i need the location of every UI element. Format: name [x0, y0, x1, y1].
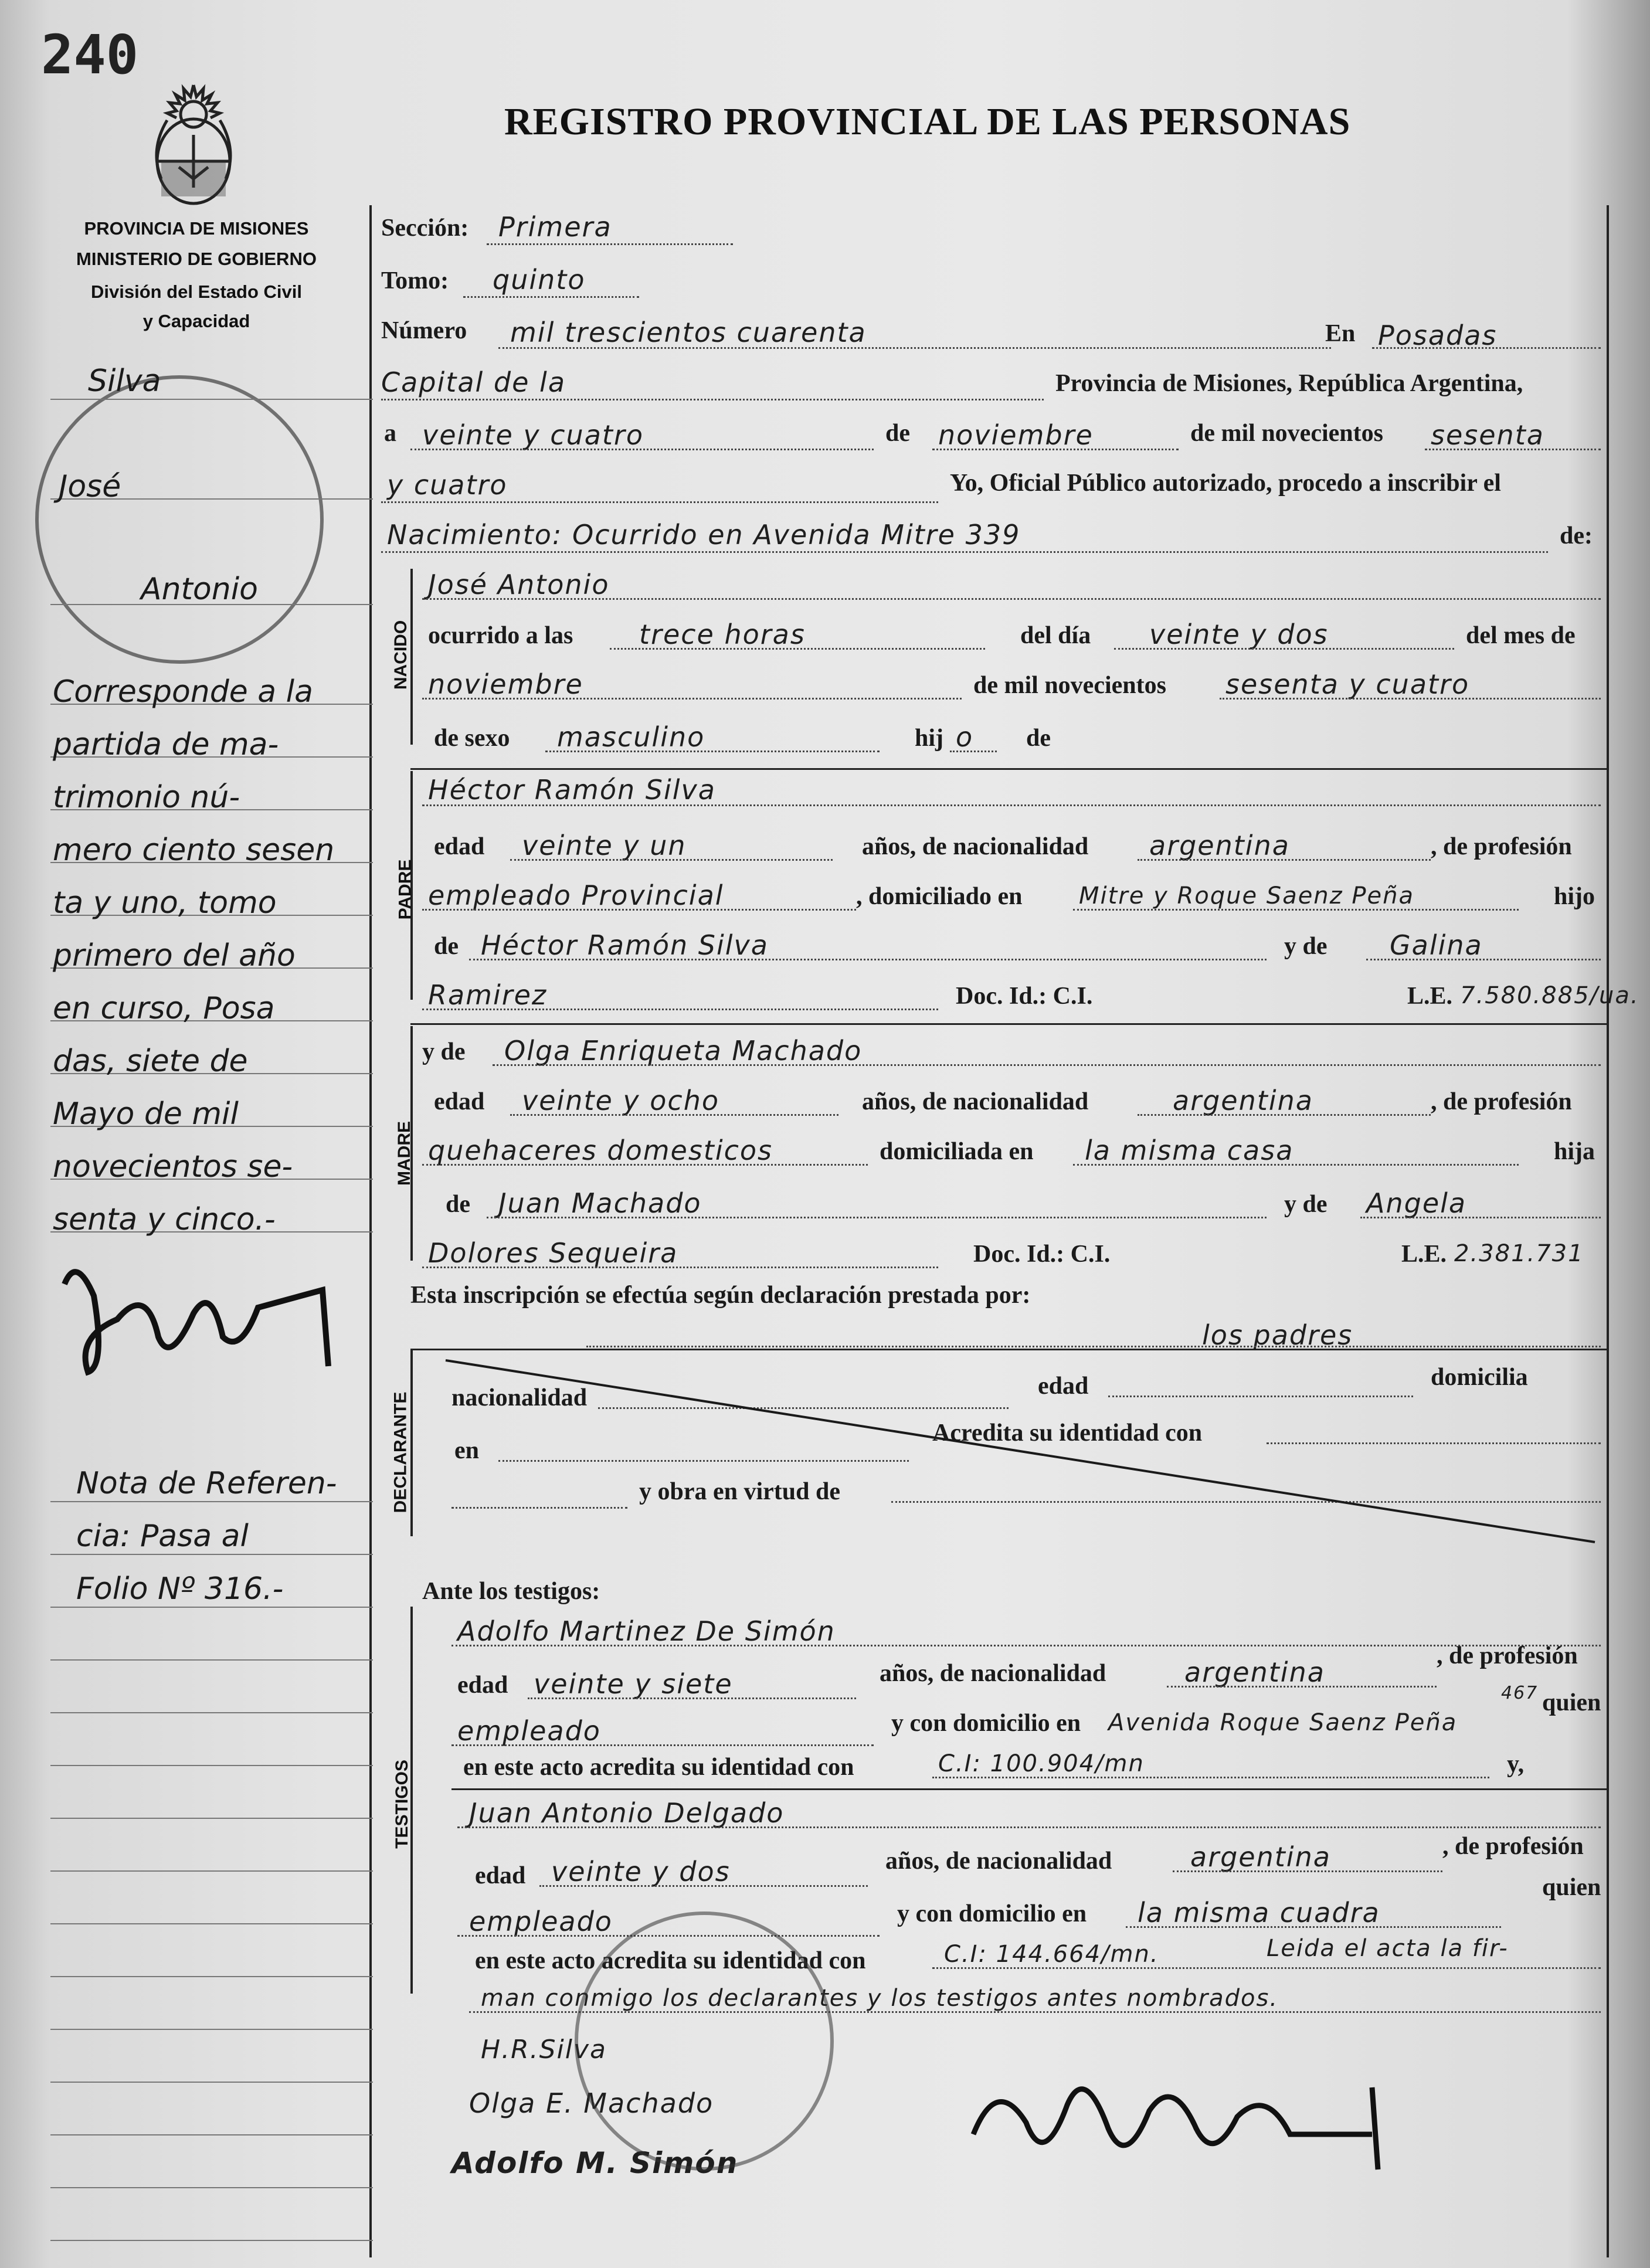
- line-anio-nac: [1220, 698, 1601, 700]
- label-padre-doc: Doc. Id.: C.I.: [956, 983, 1093, 1010]
- value-madre-le: 2.381.731: [1454, 1240, 1584, 1267]
- page-number: 240: [41, 23, 139, 86]
- value-testigo2-ci: C.I: 144.664/mn.: [944, 1941, 1159, 1968]
- issuer-line-3: División del Estado Civil: [90, 281, 303, 302]
- declarante-crossout: [410, 1354, 1607, 1548]
- margin-name-1: Silva: [88, 364, 161, 399]
- line-padre-nombre: [422, 804, 1601, 806]
- label-t2-quien: quien: [1542, 1874, 1601, 1901]
- value-madre-prof: quehaceres domesticos: [428, 1135, 773, 1166]
- issuer-line-1: PROVINCIA DE MISIONES: [84, 218, 309, 239]
- value-testigo2-nombre: Juan Antonio Delgado: [469, 1797, 785, 1829]
- line-padre-edad: [510, 859, 833, 861]
- label-de-colon: de:: [1560, 522, 1593, 549]
- label-t1-quien: quien: [1542, 1689, 1601, 1716]
- label-t1-dom: y con domicilio en: [891, 1710, 1081, 1737]
- label-dec-domicilia: domicilia: [1431, 1364, 1528, 1391]
- label-del-mes: del mes de: [1466, 622, 1576, 649]
- label-numero: Número: [381, 317, 467, 344]
- margin-note-line-1: Corresponde a la: [53, 674, 313, 709]
- label-ante-testigos: Ante los testigos:: [422, 1578, 600, 1605]
- value-testigo2-dom: la misma cuadra: [1138, 1897, 1380, 1929]
- divider-padre: [410, 768, 1607, 770]
- label-madre-dom: domiciliada en: [880, 1138, 1034, 1165]
- official-signature-icon: [962, 2052, 1407, 2205]
- label-de-hij: de: [1026, 725, 1051, 752]
- value-mes-nac: noviembre: [428, 668, 583, 700]
- label-de-mil: de mil novecientos: [1190, 420, 1383, 447]
- margin-note-line-5: ta y uno, tomo: [53, 885, 277, 921]
- label-t2-dom: y con domicilio en: [897, 1900, 1087, 1927]
- line-t1-ci: [932, 1777, 1489, 1778]
- label-madre-le: L.E.: [1401, 1241, 1447, 1268]
- line-padre-prof: [422, 909, 856, 911]
- line-t2-dom: [1126, 1926, 1501, 1928]
- margin-signature-icon: [53, 1249, 358, 1401]
- label-padre-edad: edad: [434, 833, 485, 860]
- value-numero: mil trescientos cuarenta: [510, 317, 867, 348]
- margin-note-line-4: mero ciento sesen: [53, 833, 335, 868]
- label-t2-prof: , de profesión: [1442, 1833, 1584, 1860]
- value-madre-madre-1: Angela: [1366, 1187, 1467, 1219]
- line-anio-2: [381, 501, 938, 503]
- margin-reference-line-3: Folio Nº 316.-: [76, 1571, 284, 1607]
- label-madre-nac: años, de nacionalidad: [862, 1088, 1089, 1115]
- value-padre-madre-1: Galina: [1390, 929, 1483, 961]
- line-madre-madre-2: [422, 1267, 938, 1268]
- issuer-line-2: MINISTERIO DE GOBIERNO: [76, 249, 317, 269]
- value-padre-madre-2: Ramirez: [428, 979, 548, 1011]
- label-t2-edad: edad: [475, 1862, 526, 1889]
- line-numero: [498, 347, 1331, 349]
- label-t1-y: y,: [1507, 1751, 1525, 1778]
- label-padre-le: L.E.: [1407, 983, 1453, 1010]
- value-nombre: José Antonio: [428, 569, 610, 600]
- line-t1-nac: [1167, 1686, 1437, 1688]
- label-madre-y-de2: y de: [1284, 1191, 1328, 1218]
- document-title: REGISTRO PROVINCIAL DE LAS PERSONAS: [504, 100, 1351, 143]
- label-yo-oficial: Yo, Oficial Público autorizado, procedo a inscribir el: [950, 470, 1501, 497]
- line-dia: [410, 449, 874, 450]
- value-padre-nombre: Héctor Ramón Silva: [428, 774, 716, 806]
- line-t2-ci: [932, 1967, 1601, 1969]
- value-sexo: masculino: [557, 721, 705, 753]
- label-madre-doc: Doc. Id.: C.I.: [973, 1241, 1111, 1268]
- value-testigo1-nac: argentina: [1184, 1656, 1325, 1688]
- label-dec-edad: edad: [1038, 1373, 1089, 1400]
- side-label-padre: PADRE: [395, 859, 415, 920]
- side-label-declarante: DECLARANTE: [391, 1391, 410, 1513]
- label-de-mil-nac: de mil novecientos: [973, 672, 1166, 699]
- label-del-dia: del día: [1020, 622, 1091, 649]
- line-mes: [932, 449, 1179, 450]
- line-hora: [610, 648, 985, 650]
- line-t1-edad: [528, 1697, 856, 1699]
- line-madre-dom: [1073, 1164, 1519, 1166]
- value-madre-nombre: Olga Enriqueta Machado: [504, 1035, 863, 1067]
- line-madre-madre-1: [1360, 1217, 1601, 1218]
- margin-name-3: Antonio: [141, 572, 258, 607]
- line-dia-nac: [1114, 648, 1454, 650]
- margin-note-line-7: en curso, Posa: [53, 991, 275, 1026]
- value-testigo2-edad: veinte y dos: [551, 1856, 731, 1887]
- value-declarantes: los padres: [1202, 1319, 1353, 1351]
- value-testigo2-prof: empleado: [469, 1906, 613, 1937]
- value-testigo1-num: 467: [1501, 1683, 1539, 1703]
- label-madre-y-de: y de: [422, 1038, 466, 1065]
- label-en: En: [1325, 320, 1356, 347]
- margin-note-line-9: Mayo de mil: [53, 1096, 239, 1132]
- divider-madre: [410, 1023, 1607, 1025]
- line-padre-padre: [469, 959, 1267, 960]
- value-cierre-2: man conmigo los declarantes y los testigos antes nombrados.: [481, 1985, 1279, 2012]
- divider-declarante: [410, 1349, 1607, 1350]
- label-a: a: [384, 420, 396, 447]
- value-padre-prof: empleado Provincial: [428, 880, 724, 911]
- value-testigo1-edad: veinte y siete: [534, 1668, 733, 1700]
- label-dec-nacionalidad: nacionalidad: [451, 1384, 588, 1411]
- value-padre-nac: argentina: [1149, 830, 1290, 861]
- margin-note-line-11: senta y cinco.-: [53, 1202, 276, 1237]
- value-madre-dom: la misma casa: [1085, 1135, 1294, 1166]
- line-mes-nac: [422, 698, 962, 700]
- line-t1-prof: [451, 1744, 874, 1746]
- line-testigo2-nombre: [457, 1826, 1601, 1828]
- line-testigo1-nombre: [451, 1645, 1601, 1646]
- label-padre-dom: , domiciliado en: [856, 883, 1023, 910]
- value-testigo1-nombre: Adolfo Martinez De Simón: [457, 1615, 836, 1647]
- value-hora: trece horas: [639, 619, 806, 650]
- official-stamp-top: [35, 375, 324, 664]
- label-t1-prof: , de profesión: [1437, 1642, 1578, 1669]
- value-anio-nac: sesenta y cuatro: [1225, 668, 1470, 700]
- value-testigo2-nac: argentina: [1190, 1841, 1331, 1873]
- line-madre-nombre: [493, 1064, 1601, 1066]
- label-inscripcion: Esta inscripción se efectúa según declaración prestada por:: [410, 1282, 1031, 1309]
- label-de-sexo: de sexo: [434, 725, 510, 752]
- value-madre-edad: veinte y ocho: [522, 1085, 719, 1116]
- right-border: [1607, 205, 1609, 2257]
- value-acto: Nacimiento: Ocurrido en Avenida Mitre 339: [387, 519, 1021, 551]
- value-madre-padre: Juan Machado: [498, 1187, 702, 1219]
- label-seccion: Sección:: [381, 215, 469, 242]
- line-madre-prof: [422, 1164, 868, 1166]
- label-t2-acredita: en este acto acredita su identidad con: [475, 1947, 866, 1974]
- line-tomo: [463, 296, 639, 298]
- value-padre-dom: Mitre y Roque Saenz Peña: [1079, 882, 1414, 909]
- line-padre-dom: [1073, 909, 1519, 911]
- side-label-nacido: NACIDO: [391, 620, 411, 690]
- line-nombre: [422, 598, 1601, 600]
- label-padre-de: de: [434, 933, 459, 960]
- label-dec-en: en: [454, 1437, 479, 1464]
- line-padre-nac: [1138, 859, 1431, 861]
- value-testigo1-dom: Avenida Roque Saenz Peña: [1108, 1709, 1458, 1736]
- signature-madre: Olga E. Machado: [469, 2087, 714, 2119]
- value-padre-edad: veinte y un: [522, 830, 687, 861]
- label-t1-acredita: en este acto acredita su identidad con: [463, 1754, 854, 1781]
- value-capital: Capital de la: [381, 366, 566, 398]
- value-padre-padre: Héctor Ramón Silva: [481, 929, 769, 961]
- side-label-madre: MADRE: [395, 1121, 414, 1186]
- line-hij: [950, 751, 997, 752]
- value-en: Posadas: [1378, 320, 1498, 351]
- line-padre-madre-2: [422, 1009, 938, 1010]
- label-provincia: Provincia de Misiones, República Argentina,: [1055, 370, 1523, 397]
- margin-note-line-10: novecientos se-: [53, 1149, 293, 1184]
- label-hij: hij: [915, 725, 944, 752]
- signature-padre: H.R.Silva: [481, 2035, 607, 2065]
- label-de: de: [885, 420, 910, 447]
- margin-name-2: José: [59, 469, 121, 504]
- value-testigo1-prof: empleado: [457, 1715, 601, 1747]
- line-sexo: [545, 751, 880, 752]
- line-en: [1372, 347, 1601, 349]
- label-ocurrido: ocurrido a las: [428, 622, 573, 649]
- label-hija: hija: [1554, 1138, 1595, 1165]
- official-stamp-bottom: [575, 1911, 834, 2171]
- label-tomo: Tomo:: [381, 267, 449, 294]
- coat-of-arms-icon: [138, 79, 249, 208]
- label-t1-edad: edad: [457, 1672, 508, 1699]
- side-label-testigos: TESTIGOS: [392, 1760, 412, 1849]
- margin-note-line-2: partida de ma-: [53, 727, 279, 762]
- value-seccion: Primera: [498, 211, 612, 243]
- line-seccion: [487, 243, 733, 245]
- value-testigo1-ci: C.I: 100.904/mn: [938, 1750, 1145, 1777]
- label-padre-y-de: y de: [1284, 933, 1328, 960]
- value-mes: noviembre: [938, 419, 1094, 451]
- label-madre-edad: edad: [434, 1088, 485, 1115]
- value-anio-2: y cuatro: [387, 469, 508, 501]
- line-anio-1: [1425, 449, 1601, 450]
- margin-note-line-6: primero del año: [53, 938, 296, 973]
- margin-note-line-8: das, siete de: [53, 1044, 248, 1079]
- label-t1-nac: años, de nacionalidad: [880, 1660, 1106, 1687]
- label-hijo: hijo: [1554, 883, 1595, 910]
- label-padre-nac: años, de nacionalidad: [862, 833, 1089, 860]
- label-t2-nac: años, de nacionalidad: [885, 1848, 1112, 1875]
- line-madre-edad: [510, 1114, 838, 1116]
- line-madre-padre: [487, 1217, 1267, 1218]
- line-padre-madre-1: [1366, 959, 1601, 960]
- label-madre-prof: , de profesión: [1431, 1088, 1572, 1115]
- line-t2-nac: [1173, 1870, 1442, 1872]
- line-capital: [381, 399, 1044, 400]
- divider-testigo2: [451, 1788, 1607, 1790]
- margin-note-line-3: trimonio nú-: [53, 780, 240, 815]
- line-t2-edad: [539, 1885, 868, 1887]
- line-acto: [381, 551, 1548, 553]
- margin-reference-line-2: cia: Pasa al: [76, 1519, 249, 1554]
- line-madre-nac: [1138, 1114, 1431, 1116]
- value-madre-madre-2: Dolores Sequeira: [428, 1237, 678, 1269]
- line-declarantes: [586, 1346, 1601, 1347]
- value-padre-le: 7.580.885/ua.: [1460, 982, 1639, 1009]
- signature-testigo: Adolfo M. Simón: [451, 2146, 739, 2180]
- value-tomo: quinto: [493, 264, 586, 296]
- label-padre-prof: , de profesión: [1431, 833, 1572, 860]
- value-anio-1: sesenta: [1431, 419, 1544, 451]
- value-dia-nac: veinte y dos: [1149, 619, 1329, 650]
- margin-reference-line-1: Nota de Referen-: [76, 1466, 337, 1501]
- value-cierre-1: Leida el acta la fir-: [1267, 1935, 1509, 1962]
- value-hij-suffix: o: [956, 721, 974, 753]
- value-madre-nac: argentina: [1173, 1085, 1313, 1116]
- label-dec-obra: y obra en virtud de: [639, 1478, 841, 1505]
- label-dec-acredita: Acredita su identidad con: [932, 1420, 1203, 1447]
- label-madre-de: de: [446, 1191, 470, 1218]
- issuer-line-4: y Capacidad: [142, 311, 250, 331]
- value-dia: veinte y cuatro: [422, 419, 644, 451]
